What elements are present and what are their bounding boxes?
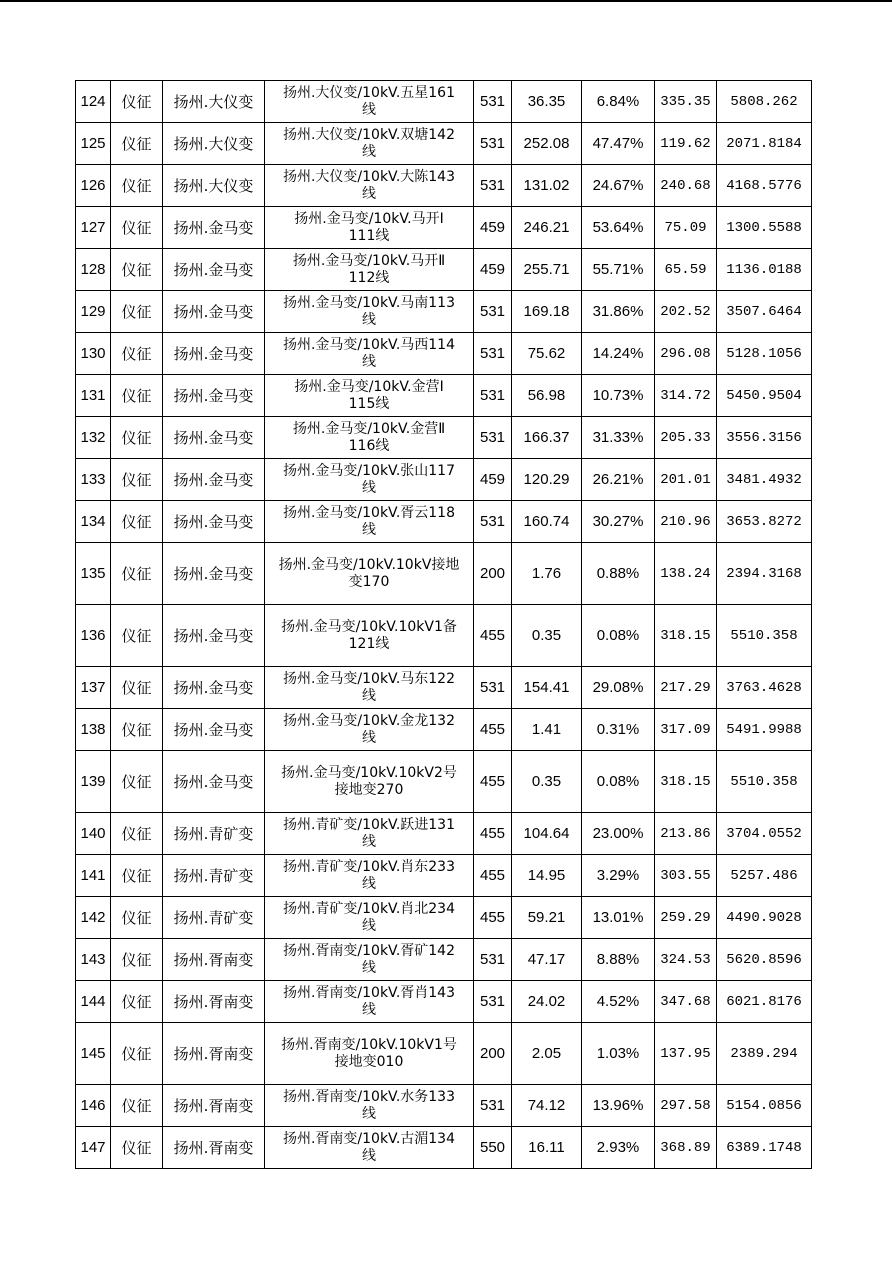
cell-row-number: 126 — [76, 165, 111, 207]
cell-substation: 扬州.金马变 — [163, 751, 265, 813]
table-row — [76, 709, 812, 751]
cell-load: 56.98 — [512, 375, 582, 417]
cell-substation: 扬州.金马变 — [163, 459, 265, 501]
cell-capacity: 455 — [474, 855, 512, 897]
cell-county: 仪征 — [111, 1085, 163, 1127]
cell-row-number: 147 — [76, 1127, 111, 1169]
cell-remaining-capacity: 75.09 — [655, 207, 717, 249]
feeder-line-text-cont: 线 — [362, 1147, 376, 1164]
cell-available-kva: 2394.3168 — [717, 543, 812, 605]
cell-remaining-capacity: 335.35 — [655, 81, 717, 123]
cell-county: 仪征 — [111, 501, 163, 543]
cell-county: 仪征 — [111, 897, 163, 939]
cell-county: 仪征 — [111, 459, 163, 501]
cell-load-rate: 53.64% — [582, 207, 655, 249]
table-body — [76, 81, 812, 1169]
cell-remaining-capacity: 347.68 — [655, 981, 717, 1023]
feeder-line-text: 扬州.胥南变/10kV.古湄134 — [282, 1130, 456, 1147]
feeder-line-text: 扬州.金马变/10kV.马东122 — [282, 670, 456, 687]
feeder-line-text-cont: 线 — [362, 1001, 376, 1018]
cell-county: 仪征 — [111, 291, 163, 333]
cell-county: 仪征 — [111, 249, 163, 291]
cell-remaining-capacity: 65.59 — [655, 249, 717, 291]
cell-row-number: 131 — [76, 375, 111, 417]
cell-remaining-capacity: 240.68 — [655, 165, 717, 207]
cell-available-kva: 3556.3156 — [717, 417, 812, 459]
cell-county: 仪征 — [111, 81, 163, 123]
cell-load-rate: 30.27% — [582, 501, 655, 543]
cell-load: 16.11 — [512, 1127, 582, 1169]
cell-feeder-line — [265, 333, 474, 375]
cell-substation: 扬州.金马变 — [163, 709, 265, 751]
table-row — [76, 123, 812, 165]
cell-capacity: 531 — [474, 333, 512, 375]
cell-feeder-line — [265, 459, 474, 501]
feeder-line-text-cont: 线 — [362, 185, 376, 202]
cell-row-number: 135 — [76, 543, 111, 605]
cell-county: 仪征 — [111, 375, 163, 417]
cell-substation: 扬州.金马变 — [163, 501, 265, 543]
cell-capacity: 531 — [474, 1085, 512, 1127]
cell-feeder-line — [265, 667, 474, 709]
cell-substation: 扬州.金马变 — [163, 249, 265, 291]
cell-feeder-line — [265, 123, 474, 165]
table-row — [76, 605, 812, 667]
cell-load: 160.74 — [512, 501, 582, 543]
feeder-line-text: 扬州.金马变/10kV.金营Ⅱ — [292, 420, 446, 437]
feeder-line-text: 扬州.金马变/10kV.金营Ⅰ — [294, 378, 444, 395]
feeder-line-text: 扬州.青矿变/10kV.跃进131 — [282, 816, 456, 833]
feeder-line-text-cont: 121线 — [348, 635, 390, 652]
cell-feeder-line — [265, 81, 474, 123]
cell-county: 仪征 — [111, 543, 163, 605]
cell-available-kva: 3481.4932 — [717, 459, 812, 501]
table-row — [76, 1085, 812, 1127]
feeder-line-text: 扬州.大仪变/10kV.双塘142 — [282, 126, 456, 143]
table-row — [76, 543, 812, 605]
cell-county: 仪征 — [111, 1127, 163, 1169]
table-row — [76, 981, 812, 1023]
cell-remaining-capacity: 213.86 — [655, 813, 717, 855]
feeder-line-text-cont: 接地变010 — [334, 1053, 404, 1070]
cell-feeder-line — [265, 249, 474, 291]
cell-capacity: 531 — [474, 981, 512, 1023]
cell-county: 仪征 — [111, 333, 163, 375]
cell-capacity: 459 — [474, 207, 512, 249]
cell-county: 仪征 — [111, 709, 163, 751]
cell-row-number: 137 — [76, 667, 111, 709]
table-row — [76, 249, 812, 291]
feeder-line-text: 扬州.胥南变/10kV.10kV1号 — [281, 1036, 457, 1053]
cell-row-number: 136 — [76, 605, 111, 667]
cell-remaining-capacity: 368.89 — [655, 1127, 717, 1169]
cell-load-rate: 24.67% — [582, 165, 655, 207]
feeder-line-text: 扬州.青矿变/10kV.肖北234 — [282, 900, 456, 917]
cell-available-kva: 4168.5776 — [717, 165, 812, 207]
feeder-line-text-cont: 线 — [362, 143, 376, 160]
cell-capacity: 455 — [474, 813, 512, 855]
cell-county: 仪征 — [111, 123, 163, 165]
cell-load-rate: 13.96% — [582, 1085, 655, 1127]
cell-substation: 扬州.胥南变 — [163, 981, 265, 1023]
cell-remaining-capacity: 317.09 — [655, 709, 717, 751]
cell-load: 131.02 — [512, 165, 582, 207]
cell-load-rate: 26.21% — [582, 459, 655, 501]
cell-substation: 扬州.金马变 — [163, 667, 265, 709]
cell-remaining-capacity: 205.33 — [655, 417, 717, 459]
feeder-line-text-cont: 线 — [362, 875, 376, 892]
cell-substation: 扬州.胥南变 — [163, 1023, 265, 1085]
cell-substation: 扬州.金马变 — [163, 417, 265, 459]
cell-load: 0.35 — [512, 605, 582, 667]
cell-load-rate: 29.08% — [582, 667, 655, 709]
cell-load-rate: 0.31% — [582, 709, 655, 751]
cell-available-kva: 5154.0856 — [717, 1085, 812, 1127]
cell-load: 47.17 — [512, 939, 582, 981]
cell-load-rate: 2.93% — [582, 1127, 655, 1169]
cell-feeder-line — [265, 813, 474, 855]
cell-row-number: 134 — [76, 501, 111, 543]
cell-substation: 扬州.青矿变 — [163, 855, 265, 897]
cell-available-kva: 3653.8272 — [717, 501, 812, 543]
cell-load: 252.08 — [512, 123, 582, 165]
feeder-line-text-cont: 111线 — [348, 227, 390, 244]
cell-capacity: 531 — [474, 417, 512, 459]
cell-capacity: 455 — [474, 709, 512, 751]
cell-load-rate: 8.88% — [582, 939, 655, 981]
feeder-line-text-cont: 116线 — [348, 437, 390, 454]
cell-row-number: 125 — [76, 123, 111, 165]
cell-available-kva: 5510.358 — [717, 605, 812, 667]
cell-county: 仪征 — [111, 939, 163, 981]
cell-county: 仪征 — [111, 813, 163, 855]
cell-row-number: 141 — [76, 855, 111, 897]
cell-row-number: 144 — [76, 981, 111, 1023]
cell-substation: 扬州.大仪变 — [163, 165, 265, 207]
feeder-line-text: 扬州.金马变/10kV.马西114 — [282, 336, 456, 353]
cell-available-kva: 5257.486 — [717, 855, 812, 897]
cell-capacity: 531 — [474, 667, 512, 709]
cell-load: 24.02 — [512, 981, 582, 1023]
cell-remaining-capacity: 318.15 — [655, 751, 717, 813]
cell-load-rate: 1.03% — [582, 1023, 655, 1085]
cell-load-rate: 0.08% — [582, 605, 655, 667]
cell-load: 104.64 — [512, 813, 582, 855]
cell-capacity: 200 — [474, 1023, 512, 1085]
cell-row-number: 138 — [76, 709, 111, 751]
cell-feeder-line — [265, 417, 474, 459]
cell-remaining-capacity: 318.15 — [655, 605, 717, 667]
cell-remaining-capacity: 296.08 — [655, 333, 717, 375]
cell-available-kva: 5510.358 — [717, 751, 812, 813]
cell-capacity: 459 — [474, 459, 512, 501]
cell-capacity: 455 — [474, 751, 512, 813]
feeder-line-text: 扬州.胥南变/10kV.水务133 — [282, 1088, 456, 1105]
cell-load-rate: 47.47% — [582, 123, 655, 165]
cell-feeder-line — [265, 207, 474, 249]
cell-load-rate: 6.84% — [582, 81, 655, 123]
cell-feeder-line — [265, 291, 474, 333]
feeder-line-text-cont: 线 — [362, 311, 376, 328]
cell-load: 169.18 — [512, 291, 582, 333]
cell-county: 仪征 — [111, 855, 163, 897]
cell-available-kva: 5450.9504 — [717, 375, 812, 417]
feeder-line-text: 扬州.金马变/10kV.马开Ⅰ — [294, 210, 444, 227]
feeder-line-text-cont: 线 — [362, 521, 376, 538]
feeder-line-text: 扬州.金马变/10kV.张山117 — [282, 462, 456, 479]
feeder-line-text-cont: 线 — [362, 479, 376, 496]
feeder-line-text: 扬州.金马变/10kV.10kV2号 — [281, 764, 457, 781]
cell-capacity: 531 — [474, 939, 512, 981]
cell-substation: 扬州.胥南变 — [163, 1127, 265, 1169]
cell-available-kva: 5491.9988 — [717, 709, 812, 751]
cell-load: 1.76 — [512, 543, 582, 605]
cell-available-kva: 6021.8176 — [717, 981, 812, 1023]
feeder-line-text: 扬州.青矿变/10kV.肖东233 — [282, 858, 456, 875]
cell-row-number: 145 — [76, 1023, 111, 1085]
cell-row-number: 128 — [76, 249, 111, 291]
cell-load: 59.21 — [512, 897, 582, 939]
cell-substation: 扬州.大仪变 — [163, 81, 265, 123]
cell-load-rate: 31.86% — [582, 291, 655, 333]
cell-load-rate: 31.33% — [582, 417, 655, 459]
cell-row-number: 127 — [76, 207, 111, 249]
cell-available-kva: 3507.6464 — [717, 291, 812, 333]
cell-remaining-capacity: 314.72 — [655, 375, 717, 417]
cell-remaining-capacity: 138.24 — [655, 543, 717, 605]
feeder-line-text: 扬州.大仪变/10kV.大陈143 — [282, 168, 456, 185]
cell-load-rate: 55.71% — [582, 249, 655, 291]
feeder-line-text-cont: 接地变270 — [334, 781, 404, 798]
cell-substation: 扬州.金马变 — [163, 207, 265, 249]
cell-feeder-line — [265, 165, 474, 207]
table-row — [76, 939, 812, 981]
cell-available-kva: 6389.1748 — [717, 1127, 812, 1169]
cell-substation: 扬州.青矿变 — [163, 813, 265, 855]
feeder-line-text-cont: 变170 — [348, 573, 390, 590]
table-row — [76, 855, 812, 897]
table-row — [76, 813, 812, 855]
cell-substation: 扬州.金马变 — [163, 291, 265, 333]
cell-load: 246.21 — [512, 207, 582, 249]
cell-load-rate: 10.73% — [582, 375, 655, 417]
cell-county: 仪征 — [111, 165, 163, 207]
table-row — [76, 291, 812, 333]
cell-load-rate: 3.29% — [582, 855, 655, 897]
cell-load: 75.62 — [512, 333, 582, 375]
cell-feeder-line — [265, 981, 474, 1023]
cell-load: 1.41 — [512, 709, 582, 751]
table-row — [76, 501, 812, 543]
cell-remaining-capacity: 202.52 — [655, 291, 717, 333]
cell-remaining-capacity: 201.01 — [655, 459, 717, 501]
cell-remaining-capacity: 119.62 — [655, 123, 717, 165]
cell-available-kva: 3763.4628 — [717, 667, 812, 709]
page-top-border — [0, 0, 892, 2]
cell-available-kva: 3704.0552 — [717, 813, 812, 855]
cell-feeder-line — [265, 939, 474, 981]
feeder-line-text-cont: 线 — [362, 101, 376, 118]
feeder-line-text: 扬州.金马变/10kV.马南113 — [282, 294, 456, 311]
cell-load: 166.37 — [512, 417, 582, 459]
cell-load-rate: 4.52% — [582, 981, 655, 1023]
cell-feeder-line — [265, 501, 474, 543]
cell-substation: 扬州.青矿变 — [163, 897, 265, 939]
feeder-line-text: 扬州.金马变/10kV.10kV1备 — [281, 618, 457, 635]
table-row — [76, 207, 812, 249]
cell-feeder-line — [265, 1023, 474, 1085]
table-row — [76, 375, 812, 417]
table-row — [76, 417, 812, 459]
cell-remaining-capacity: 324.53 — [655, 939, 717, 981]
cell-load: 14.95 — [512, 855, 582, 897]
cell-feeder-line — [265, 855, 474, 897]
cell-remaining-capacity: 259.29 — [655, 897, 717, 939]
cell-available-kva: 2389.294 — [717, 1023, 812, 1085]
cell-load-rate: 13.01% — [582, 897, 655, 939]
cell-feeder-line — [265, 751, 474, 813]
cell-feeder-line — [265, 1127, 474, 1169]
cell-row-number: 142 — [76, 897, 111, 939]
cell-capacity: 531 — [474, 81, 512, 123]
cell-substation: 扬州.金马变 — [163, 375, 265, 417]
cell-capacity: 459 — [474, 249, 512, 291]
cell-remaining-capacity: 217.29 — [655, 667, 717, 709]
feeder-line-text-cont: 线 — [362, 687, 376, 704]
cell-county: 仪征 — [111, 667, 163, 709]
cell-feeder-line — [265, 375, 474, 417]
feeder-line-text-cont: 115线 — [348, 395, 390, 412]
cell-load-rate: 23.00% — [582, 813, 655, 855]
cell-feeder-line — [265, 1085, 474, 1127]
cell-remaining-capacity: 137.95 — [655, 1023, 717, 1085]
feeder-line-text: 扬州.大仪变/10kV.五星161 — [282, 84, 456, 101]
cell-substation: 扬州.金马变 — [163, 543, 265, 605]
cell-available-kva: 2071.8184 — [717, 123, 812, 165]
cell-row-number: 124 — [76, 81, 111, 123]
feeder-line-text-cont: 线 — [362, 959, 376, 976]
feeder-line-text: 扬州.胥南变/10kV.胥肖143 — [282, 984, 456, 1001]
cell-county: 仪征 — [111, 605, 163, 667]
cell-row-number: 129 — [76, 291, 111, 333]
cell-feeder-line — [265, 709, 474, 751]
cell-feeder-line — [265, 543, 474, 605]
cell-capacity: 200 — [474, 543, 512, 605]
cell-row-number: 132 — [76, 417, 111, 459]
cell-feeder-line — [265, 605, 474, 667]
cell-county: 仪征 — [111, 1023, 163, 1085]
feeder-line-text-cont: 线 — [362, 353, 376, 370]
cell-capacity: 531 — [474, 375, 512, 417]
cell-available-kva: 5808.262 — [717, 81, 812, 123]
cell-capacity: 531 — [474, 291, 512, 333]
cell-load: 0.35 — [512, 751, 582, 813]
feeder-line-text: 扬州.胥南变/10kV.胥矿142 — [282, 942, 456, 959]
cell-capacity: 531 — [474, 501, 512, 543]
cell-capacity: 455 — [474, 897, 512, 939]
table-row — [76, 81, 812, 123]
cell-remaining-capacity: 210.96 — [655, 501, 717, 543]
cell-substation: 扬州.胥南变 — [163, 939, 265, 981]
cell-county: 仪征 — [111, 207, 163, 249]
cell-row-number: 139 — [76, 751, 111, 813]
cell-row-number: 133 — [76, 459, 111, 501]
cell-remaining-capacity: 303.55 — [655, 855, 717, 897]
cell-available-kva: 1136.0188 — [717, 249, 812, 291]
cell-capacity: 531 — [474, 123, 512, 165]
cell-remaining-capacity: 297.58 — [655, 1085, 717, 1127]
cell-load: 74.12 — [512, 1085, 582, 1127]
cell-load: 154.41 — [512, 667, 582, 709]
table-row — [76, 1127, 812, 1169]
feeder-line-text-cont: 线 — [362, 917, 376, 934]
feeder-line-text-cont: 112线 — [348, 269, 390, 286]
cell-load: 36.35 — [512, 81, 582, 123]
table-row — [76, 459, 812, 501]
cell-available-kva: 4490.9028 — [717, 897, 812, 939]
feeder-line-text: 扬州.金马变/10kV.金龙132 — [282, 712, 456, 729]
cell-capacity: 455 — [474, 605, 512, 667]
cell-capacity: 531 — [474, 165, 512, 207]
table-row — [76, 897, 812, 939]
cell-row-number: 146 — [76, 1085, 111, 1127]
cell-row-number: 143 — [76, 939, 111, 981]
cell-substation: 扬州.胥南变 — [163, 1085, 265, 1127]
cell-county: 仪征 — [111, 981, 163, 1023]
cell-load: 120.29 — [512, 459, 582, 501]
cell-load-rate: 14.24% — [582, 333, 655, 375]
table-row — [76, 165, 812, 207]
cell-county: 仪征 — [111, 751, 163, 813]
cell-available-kva: 1300.5588 — [717, 207, 812, 249]
table-row — [76, 667, 812, 709]
cell-row-number: 130 — [76, 333, 111, 375]
feeder-load-table — [75, 80, 812, 1169]
feeder-line-text-cont: 线 — [362, 1105, 376, 1122]
feeder-line-text: 扬州.金马变/10kV.10kV接地 — [278, 556, 460, 573]
feeder-line-text-cont: 线 — [362, 729, 376, 746]
cell-available-kva: 5620.8596 — [717, 939, 812, 981]
cell-load: 255.71 — [512, 249, 582, 291]
cell-load-rate: 0.88% — [582, 543, 655, 605]
feeder-line-text: 扬州.金马变/10kV.马开Ⅱ — [292, 252, 446, 269]
feeder-line-text-cont: 线 — [362, 833, 376, 850]
cell-feeder-line — [265, 897, 474, 939]
table-row — [76, 1023, 812, 1085]
cell-load-rate: 0.08% — [582, 751, 655, 813]
table-row — [76, 751, 812, 813]
cell-substation: 扬州.金马变 — [163, 333, 265, 375]
cell-substation: 扬州.大仪变 — [163, 123, 265, 165]
cell-row-number: 140 — [76, 813, 111, 855]
table-row — [76, 333, 812, 375]
cell-available-kva: 5128.1056 — [717, 333, 812, 375]
cell-capacity: 550 — [474, 1127, 512, 1169]
cell-county: 仪征 — [111, 417, 163, 459]
cell-substation: 扬州.金马变 — [163, 605, 265, 667]
feeder-line-text: 扬州.金马变/10kV.胥云118 — [282, 504, 456, 521]
cell-load: 2.05 — [512, 1023, 582, 1085]
